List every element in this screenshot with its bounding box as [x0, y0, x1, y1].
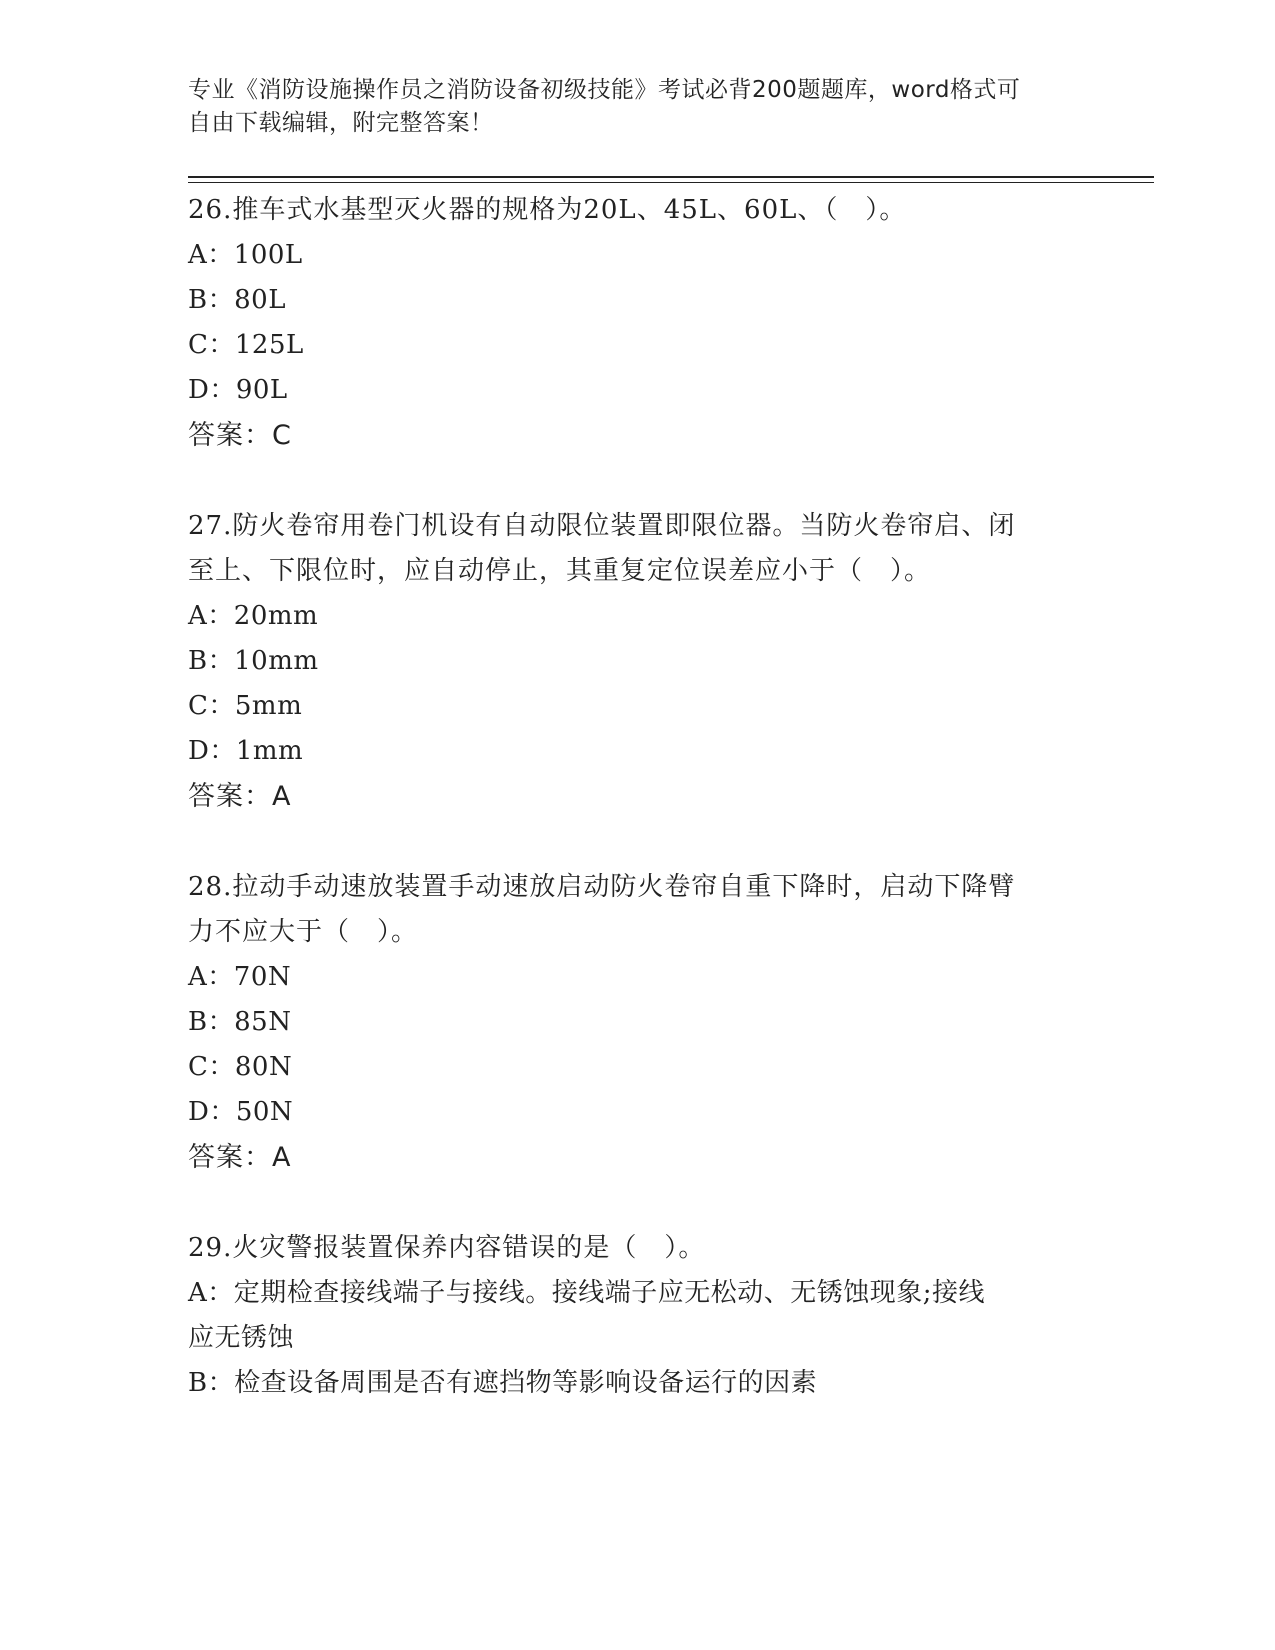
- question-text-line-2: 至上、下限位时，应自动停止，其重复定位误差应小于（ ）。: [188, 556, 932, 586]
- question-text: 26.推车式水基型灭火器的规格为20L、45L、60L、（ ）。: [188, 195, 907, 225]
- option-b: B：85N: [188, 1007, 292, 1037]
- question-text-line-1: 28.拉动手动速放装置手动速放启动防火卷帘自重下降时，启动下降臂: [188, 872, 1016, 902]
- option-a: A：70N: [188, 962, 292, 992]
- answer: 答案：A: [188, 1142, 292, 1173]
- answer: 答案：A: [188, 781, 292, 812]
- option-d: D：90L: [188, 375, 288, 405]
- question-28: [188, 865, 1088, 1180]
- option-a: A：100L: [188, 240, 303, 270]
- option-b: B：检查设备周围是否有遮挡物等影响设备运行的因素: [188, 1368, 818, 1398]
- header-divider-thick: [188, 176, 1154, 178]
- option-c: C：125L: [188, 330, 304, 360]
- question-27: [188, 504, 1088, 819]
- question-text-line-2: 力不应大于（ ）。: [188, 917, 419, 947]
- answer: 答案：C: [188, 420, 292, 451]
- option-c: C：80N: [188, 1052, 293, 1082]
- option-a-line-1: A：定期检查接线端子与接线。接线端子应无松动、无锈蚀现象;接线: [188, 1278, 986, 1308]
- question-26: [188, 188, 1088, 458]
- question-29: [188, 1226, 1088, 1406]
- option-c: C：5mm: [188, 691, 303, 721]
- document-header: [188, 74, 1068, 140]
- question-text-line-1: 27.防火卷帘用卷门机设有自动限位装置即限位器。当防火卷帘启、闭: [188, 511, 1016, 541]
- header-line-1: 专业《消防设施操作员之消防设备初级技能》考试必背200题题库，word格式可: [188, 77, 1021, 103]
- option-a: A：20mm: [188, 601, 319, 631]
- header-line-2: 自由下载编辑，附完整答案！: [188, 110, 494, 136]
- option-b: B：80L: [188, 285, 286, 315]
- option-a-line-2: 应无锈蚀: [188, 1323, 295, 1353]
- question-list: [188, 188, 1088, 1406]
- option-b: B：10mm: [188, 646, 319, 676]
- header-divider-thin: [188, 182, 1154, 183]
- option-d: D：1mm: [188, 736, 304, 766]
- question-text: 29.火灾警报装置保养内容错误的是（ ）。: [188, 1233, 706, 1263]
- option-d: D：50N: [188, 1097, 294, 1127]
